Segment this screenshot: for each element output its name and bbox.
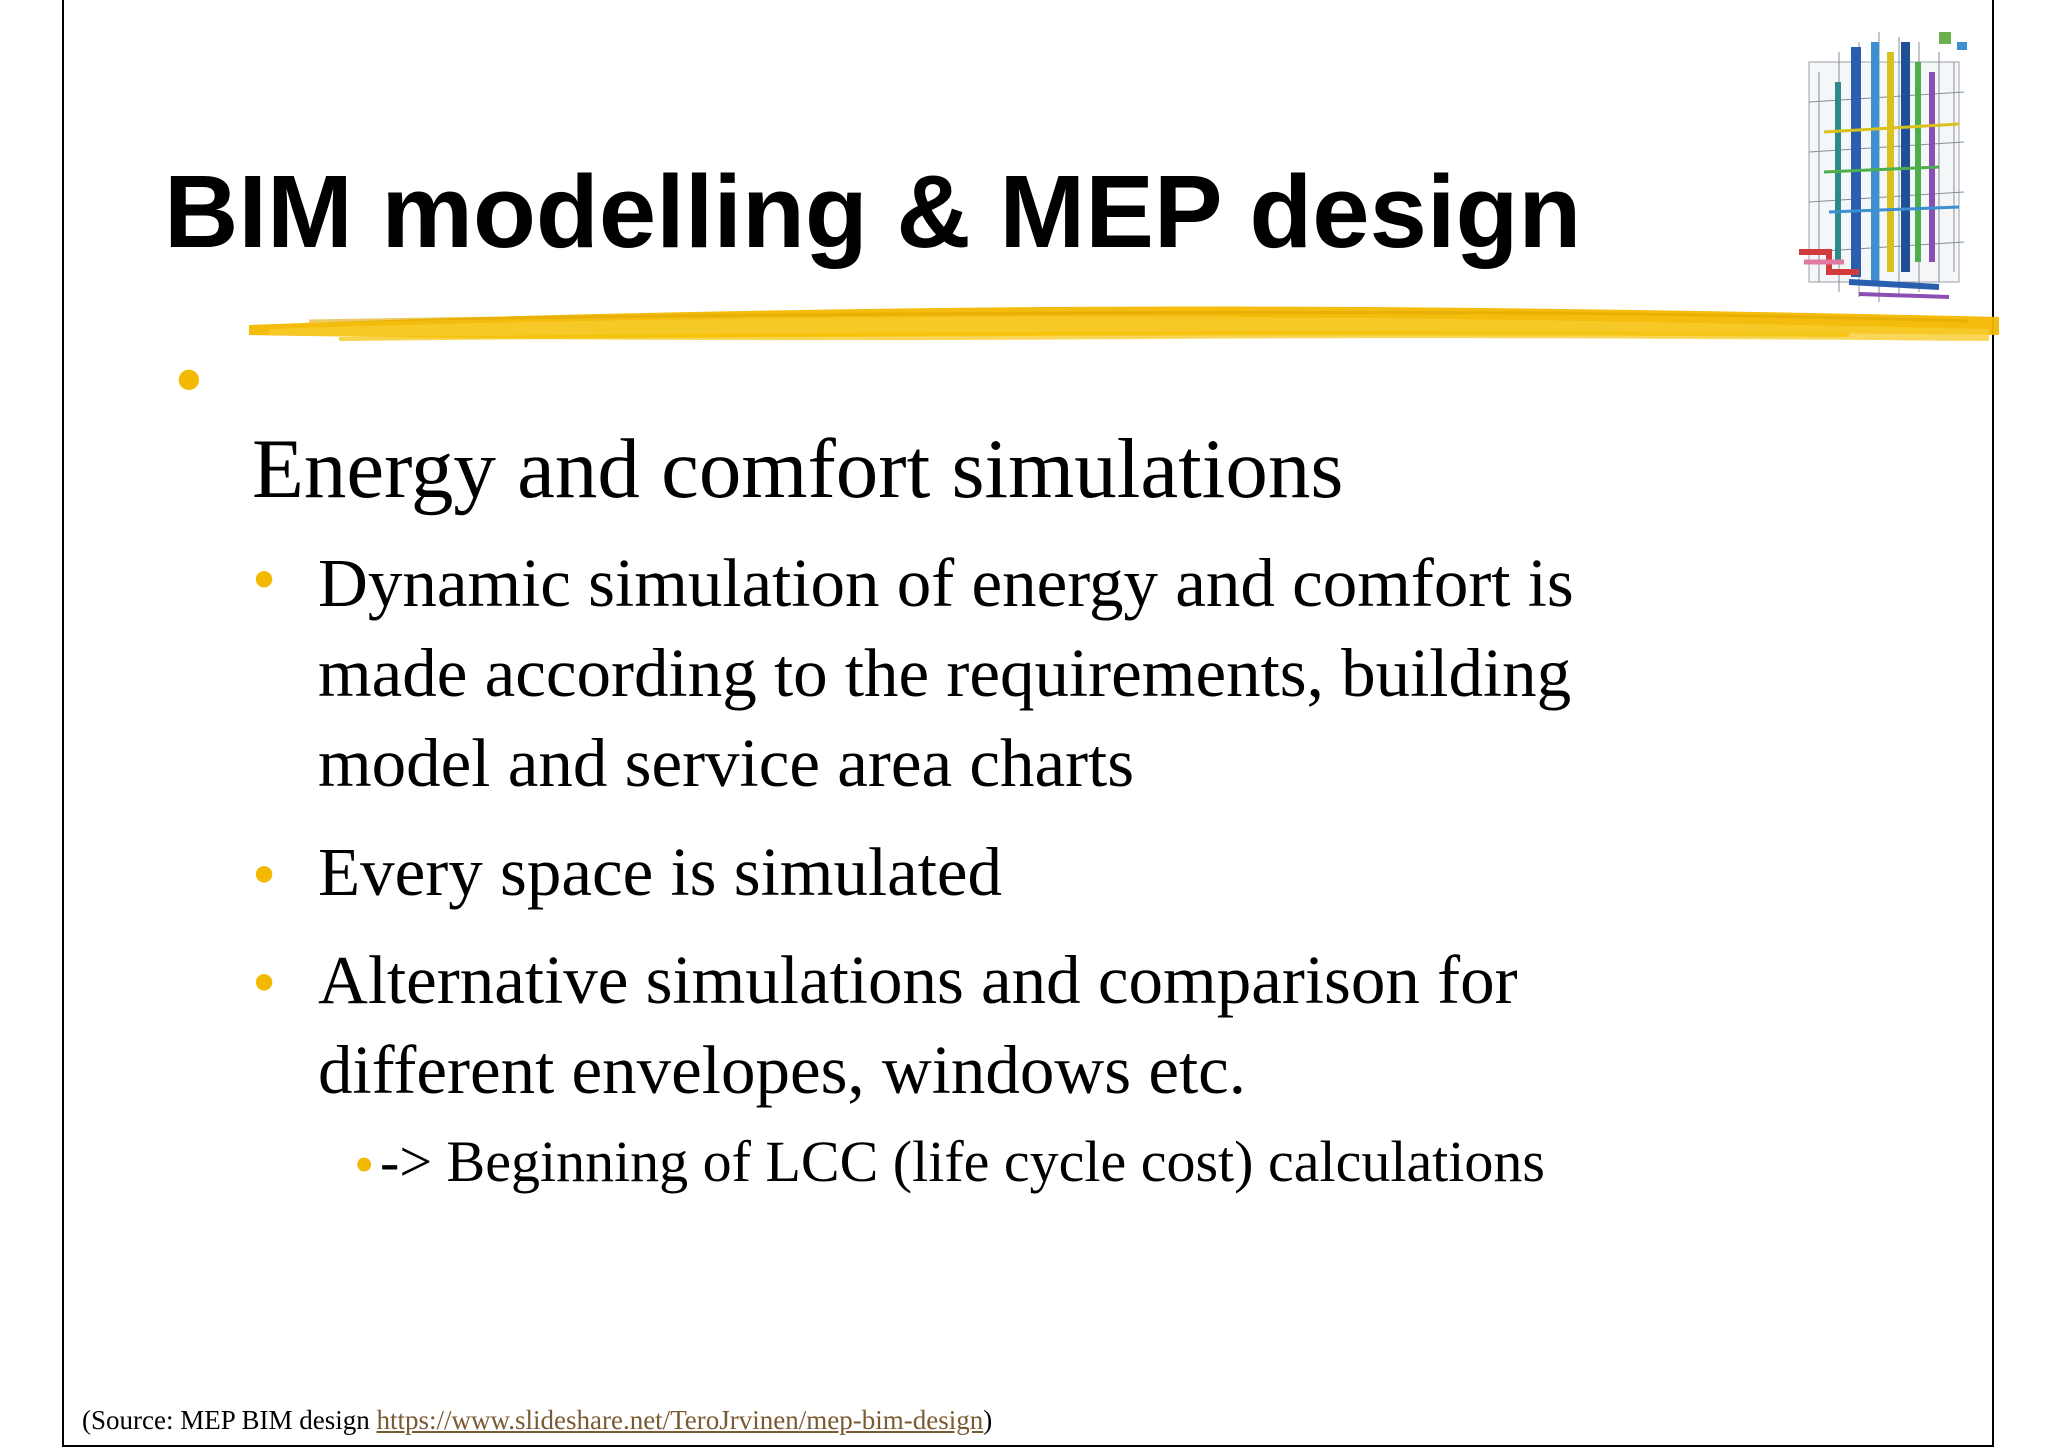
source-prefix: (Source: MEP BIM design xyxy=(82,1405,377,1435)
source-suffix: ) xyxy=(983,1405,993,1435)
bullet-line: different envelopes, windows etc. xyxy=(318,1032,1247,1108)
slide xyxy=(62,0,1994,1447)
bullet-line: made according to the requirements, building xyxy=(318,635,1572,711)
bullet-level1-marker: • xyxy=(174,333,204,427)
bullet-level2-every-space: Every space is simulated xyxy=(318,834,1003,910)
bullet-line: model and service area charts xyxy=(318,725,1135,801)
bullet-level3-lcc: -> Beginning of LCC (life cycle cost) calculations xyxy=(380,1129,1545,1194)
bim-mep-model-icon xyxy=(1789,12,1989,312)
slide-title: BIM modelling & MEP design xyxy=(164,154,1582,269)
bullet-level3-marker: • xyxy=(354,1132,375,1197)
source-citation xyxy=(82,1405,992,1436)
bullet-level2-marker: • xyxy=(252,541,277,617)
bullet-level2-marker: • xyxy=(252,836,277,912)
bullet-line: Alternative simulations and comparison for xyxy=(318,942,1518,1018)
title-underline-brushstroke xyxy=(249,295,1999,365)
bullet-line: Dynamic simulation of energy and comfort is xyxy=(318,545,1574,621)
bullet-level2-marker: • xyxy=(252,944,277,1020)
source-link[interactable]: https://www.slideshare.net/TeroJrvinen/mep-bim-design xyxy=(376,1405,984,1435)
bullet-level1-energy-comfort: Energy and comfort simulations xyxy=(252,422,1344,516)
